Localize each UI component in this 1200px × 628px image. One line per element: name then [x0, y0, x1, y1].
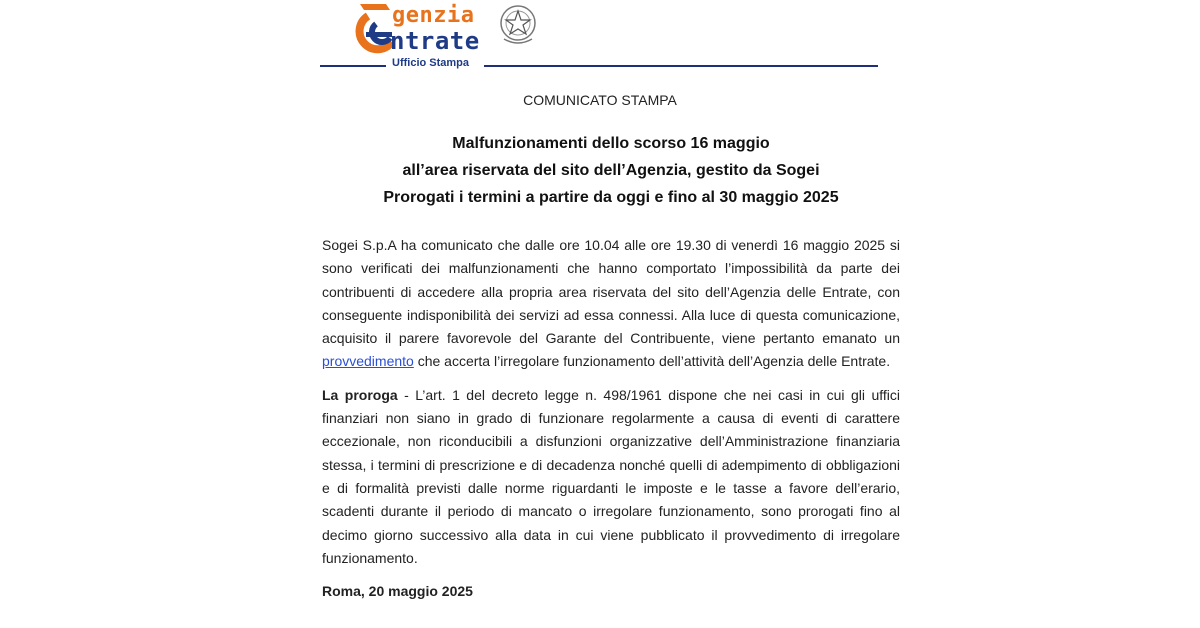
title-line-1: Malfunzionamenti dello scorso 16 maggio [452, 135, 770, 152]
ufficio-stampa-label: Ufficio Stampa [392, 57, 470, 69]
header-rule-left [320, 65, 386, 67]
paragraph-intro-text-a: Sogei S.p.A ha comunicato che dalle ore 10.04 alle ore 19.30 di venerdì 16 maggio 2025 si sono verificati dei malfunzionamenti che hanno comportato l’impossibilità da parte dei contribuenti di accedere alla propria area riservata del sito dell’Agenzia delle Entrate, con conseguente indisponibilità dei servizi ad essa connessi. Alla luce di questa comunicazione, acquisito il parere favorevole del Garante del Contribuente, viene pertanto emanato un [322, 237, 900, 347]
title-line-3: Prorogati i termini a partire da oggi e fino al 30 maggio 2025 [383, 189, 839, 206]
press-release-title [322, 130, 900, 211]
paragraph-proroga [322, 384, 900, 570]
proroga-heading: La proroga [322, 386, 398, 403]
logo-word-agenzia: genzia [392, 3, 475, 28]
place-date-signoff: Roma, 20 maggio 2025 [322, 583, 473, 600]
title-line-2: all’area riservata del sito dell’Agenzia, gestito da Sogei [402, 162, 820, 179]
paragraph-intro [322, 234, 900, 374]
press-release-body [322, 234, 900, 603]
logo-word-entrate: ntrate [390, 27, 480, 55]
header [320, 0, 878, 72]
provvedimento-link[interactable]: provvedimento [322, 353, 414, 370]
paragraph-intro-text-b: che accerta l’irregolare funzionamento dell’attività dell’Agenzia delle Entrate. [413, 353, 891, 370]
italian-republic-emblem-icon [498, 3, 538, 47]
proroga-text: - L’art. 1 del decreto legge n. 498/1961 dispone che nei casi in cui gli uffici finanziari non siano in grado di funzionare regolarmente a causa di eventi di carattere eccezionale, non riconducibili a disfunzioni organizzative dell’Amministrazione finanziaria stessa, i termini di prescrizione e di decadenza nonché quelli di adempimento di obbligazioni e di formalità previsti dalle norme riguardanti le imposte e le tasse a favore dell’erario, scadenti durante il periodo di mancato o irregolare funzionamento, sono prorogati fino al decimo giorno successivo alla data in cui viene pubblicato il provvedimento di irregolare funzionamento. [322, 386, 900, 566]
press-release-kicker: COMUNICATO STAMPA [523, 92, 677, 108]
header-rule-right [484, 65, 878, 67]
